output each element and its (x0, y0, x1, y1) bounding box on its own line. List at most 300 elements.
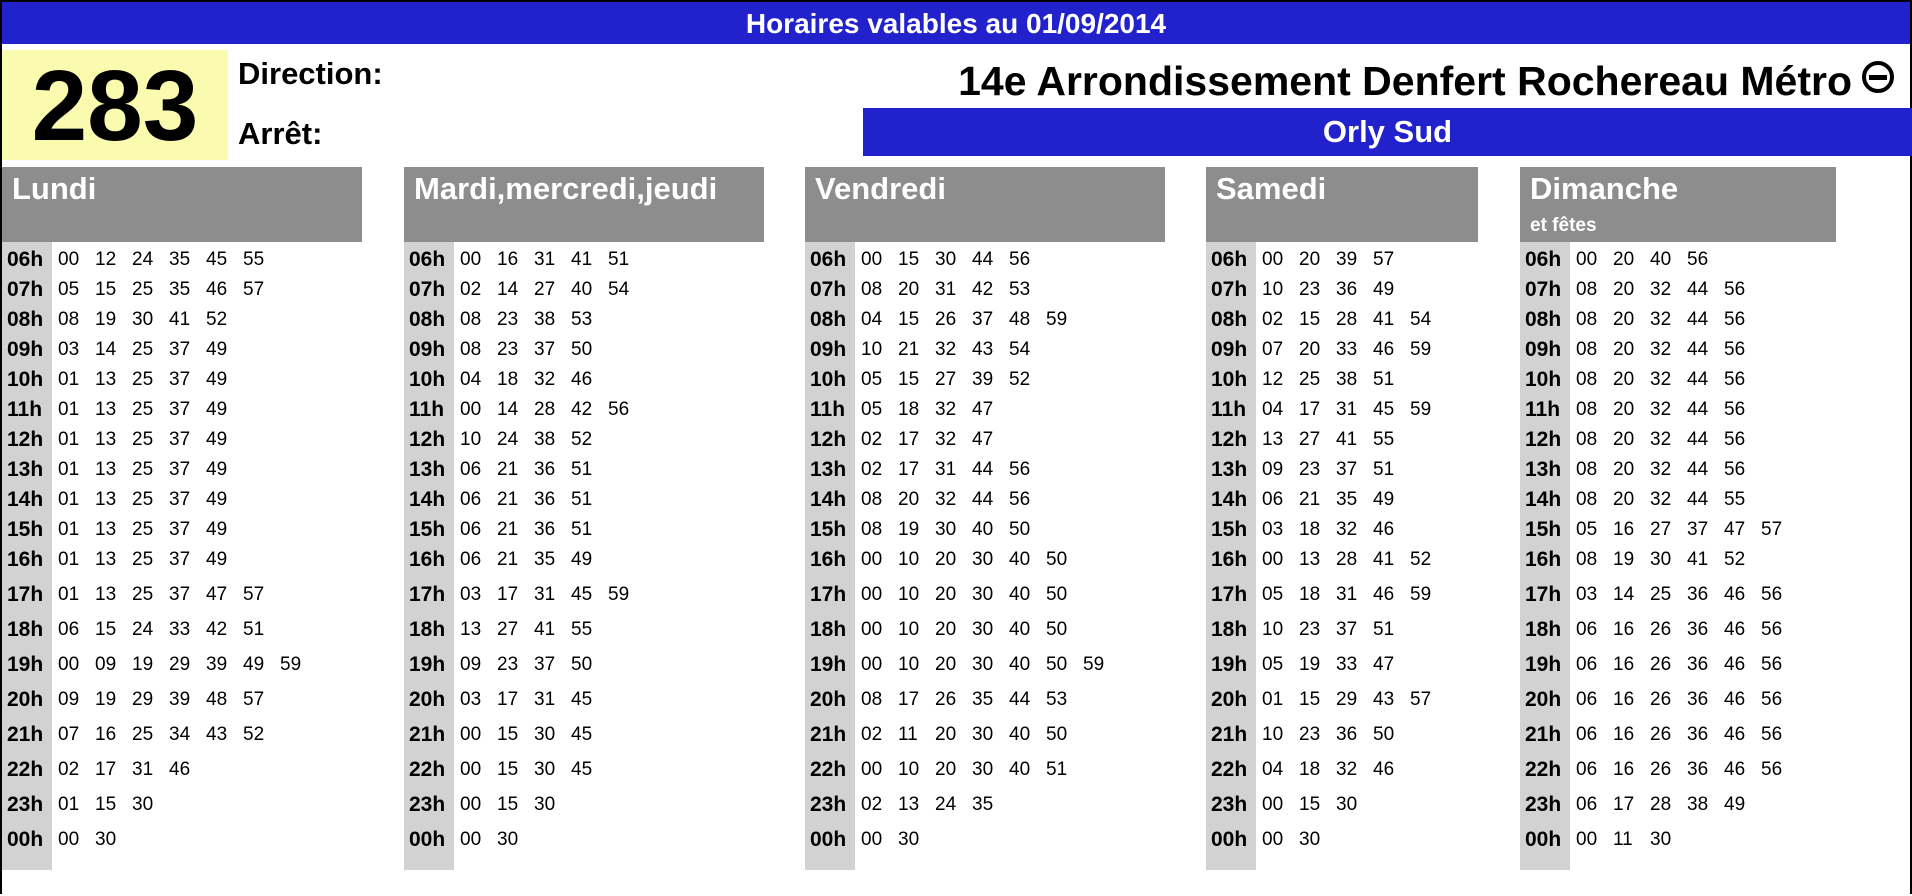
minute-value: 21 (898, 339, 920, 360)
minute-value: 32 (935, 339, 957, 360)
minute-value: 51 (571, 489, 593, 510)
minute-value: 50 (1046, 619, 1068, 640)
minute-value: 18 (497, 369, 519, 390)
minute-value: 45 (571, 584, 593, 605)
minute-value: 39 (1336, 249, 1358, 270)
minute-value: 46 (1373, 584, 1395, 605)
minute-value: 01 (58, 459, 80, 480)
minute-value: 35 (1336, 489, 1358, 510)
minute-value: 20 (1613, 429, 1635, 450)
hour-label: 17h (1525, 583, 1562, 606)
minute-value: 19 (1613, 549, 1635, 570)
minute-value: 30 (972, 549, 994, 570)
hour-label: 17h (1211, 583, 1248, 606)
minute-value: 03 (460, 689, 482, 710)
hour-label: 08h (1525, 308, 1562, 331)
minute-value: 10 (1262, 724, 1284, 745)
minute-value: 13 (95, 399, 117, 420)
hour-label: 10h (7, 368, 44, 391)
minute-value: 09 (58, 689, 80, 710)
minute-value: 33 (169, 619, 191, 640)
minute-value: 37 (169, 369, 191, 390)
minute-value: 05 (861, 369, 883, 390)
minute-value: 00 (861, 584, 883, 605)
timetable-row (805, 335, 1040, 365)
minute-value: 32 (1650, 399, 1672, 420)
timetable-row (1520, 720, 1792, 750)
hour-label: 23h (1525, 793, 1562, 816)
hour-label: 00h (1525, 828, 1562, 851)
hour-label: 22h (1525, 758, 1562, 781)
minute-value: 23 (1299, 459, 1321, 480)
minute-value: 12 (95, 249, 117, 270)
minute-value: 17 (898, 459, 920, 480)
timetable-row (2, 685, 274, 715)
hour-label: 20h (409, 688, 446, 711)
minute-value: 56 (1009, 249, 1031, 270)
minute-value: 15 (1299, 309, 1321, 330)
minute-value: 00 (1576, 249, 1598, 270)
minute-value: 42 (206, 619, 228, 640)
minute-value: 38 (534, 309, 556, 330)
minute-value: 13 (1299, 549, 1321, 570)
timetable-row (805, 425, 1003, 455)
minute-value: 04 (861, 309, 883, 330)
hour-label: 15h (7, 518, 44, 541)
minute-value: 01 (58, 399, 80, 420)
day-name: Samedi (1216, 171, 1327, 206)
hour-label: 09h (7, 338, 44, 361)
minute-value: 51 (608, 249, 630, 270)
hour-label: 09h (1525, 338, 1562, 361)
minute-value: 57 (243, 689, 265, 710)
minute-value: 14 (497, 399, 519, 420)
minute-value: 14 (95, 339, 117, 360)
minute-value: 32 (1650, 339, 1672, 360)
minute-value: 17 (1299, 399, 1321, 420)
timetable-row (404, 245, 639, 275)
timetable-row (1520, 790, 1755, 820)
hour-label: 16h (7, 548, 44, 571)
timetable-row (2, 790, 163, 820)
minute-value: 16 (1613, 619, 1635, 640)
timetable-row (1206, 455, 1404, 485)
minute-value: 01 (58, 549, 80, 570)
minute-value: 08 (861, 689, 883, 710)
hour-label: 14h (1211, 488, 1248, 511)
timetable-row (1520, 615, 1792, 645)
minute-value: 33 (1336, 654, 1358, 675)
minute-value: 17 (898, 689, 920, 710)
minute-value: 56 (1724, 369, 1746, 390)
minute-value: 18 (898, 399, 920, 420)
minute-value: 30 (898, 829, 920, 850)
minute-value: 20 (935, 724, 957, 745)
minute-value: 21 (497, 549, 519, 570)
day-column-samedi (1206, 167, 1478, 870)
minute-value: 32 (1650, 369, 1672, 390)
hour-label: 13h (1211, 458, 1248, 481)
hour-label: 07h (409, 278, 446, 301)
minute-value: 30 (1650, 829, 1672, 850)
minute-value: 06 (1576, 759, 1598, 780)
minute-value: 24 (497, 429, 519, 450)
minute-value: 21 (497, 519, 519, 540)
day-name: Lundi (12, 171, 97, 206)
minute-value: 19 (1299, 654, 1321, 675)
timetable-row (2, 245, 274, 275)
minute-value: 20 (935, 654, 957, 675)
validity-banner (2, 2, 1910, 44)
minute-value: 20 (1613, 399, 1635, 420)
timetable-row (2, 305, 237, 335)
minute-value: 35 (972, 794, 994, 815)
timetable-row (404, 365, 602, 395)
minute-value: 32 (1650, 309, 1672, 330)
hour-label: 23h (810, 793, 847, 816)
minute-value: 13 (95, 429, 117, 450)
hour-label: 19h (1211, 653, 1248, 676)
minute-value: 16 (497, 249, 519, 270)
minute-value: 39 (206, 654, 228, 675)
minute-value: 39 (169, 689, 191, 710)
minute-value: 59 (1410, 339, 1432, 360)
minute-value: 01 (58, 489, 80, 510)
timetable-row (805, 515, 1040, 545)
minute-value: 01 (1262, 689, 1284, 710)
timetable-row (404, 485, 602, 515)
minute-value: 20 (1299, 249, 1321, 270)
timetable-row (1520, 305, 1755, 335)
minute-value: 15 (898, 249, 920, 270)
minute-value: 25 (132, 279, 154, 300)
hour-label: 19h (1525, 653, 1562, 676)
hour-label: 11h (810, 398, 846, 421)
minute-value: 32 (1650, 459, 1672, 480)
timetable-row (1520, 580, 1792, 610)
minute-value: 46 (1724, 724, 1746, 745)
timetable-row (805, 305, 1077, 335)
hour-label: 14h (7, 488, 44, 511)
hour-label: 08h (810, 308, 847, 331)
minute-value: 13 (460, 619, 482, 640)
minute-value: 06 (1262, 489, 1284, 510)
minute-value: 18 (1299, 519, 1321, 540)
hour-label: 06h (810, 248, 847, 271)
minute-value: 25 (1299, 369, 1321, 390)
minute-value: 30 (1650, 549, 1672, 570)
hour-label: 21h (1211, 723, 1248, 746)
minute-value: 46 (206, 279, 228, 300)
minute-value: 36 (1687, 759, 1709, 780)
minute-value: 00 (460, 829, 482, 850)
minute-value: 16 (1613, 689, 1635, 710)
minute-value: 25 (132, 519, 154, 540)
minute-value: 21 (1299, 489, 1321, 510)
hour-label: 11h (1525, 398, 1561, 421)
minute-value: 27 (497, 619, 519, 640)
timetable-row (1206, 685, 1441, 715)
minute-value: 30 (935, 249, 957, 270)
minute-value: 56 (1724, 309, 1746, 330)
minute-value: 23 (1299, 279, 1321, 300)
minute-value: 40 (1009, 549, 1031, 570)
minute-value: 20 (1613, 249, 1635, 270)
minute-value: 16 (1613, 724, 1635, 745)
hour-label: 00h (810, 828, 847, 851)
timetable-row (404, 395, 639, 425)
hour-label: 13h (810, 458, 847, 481)
minute-value: 19 (95, 689, 117, 710)
minute-value: 56 (1724, 459, 1746, 480)
timetable-row (1206, 395, 1441, 425)
minute-value: 49 (206, 519, 228, 540)
minute-value: 38 (534, 429, 556, 450)
minute-value: 52 (206, 309, 228, 330)
minute-value: 20 (935, 759, 957, 780)
hour-label: 12h (810, 428, 847, 451)
validity-text: Horaires valables au 01/09/2014 (745, 8, 1167, 39)
minute-value: 49 (206, 549, 228, 570)
hour-label: 18h (1525, 618, 1562, 641)
minute-value: 37 (534, 339, 556, 360)
minute-value: 51 (243, 619, 265, 640)
minute-value: 26 (1650, 724, 1672, 745)
minute-value: 32 (1650, 279, 1672, 300)
timetable-row (2, 425, 237, 455)
minute-value: 10 (898, 549, 920, 570)
hour-label: 13h (1525, 458, 1562, 481)
timetable-row (404, 580, 639, 610)
minute-value: 30 (534, 794, 556, 815)
timetable-row (1206, 755, 1404, 785)
minute-value: 41 (534, 619, 556, 640)
minute-value: 30 (972, 724, 994, 745)
hour-label: 18h (1211, 618, 1248, 641)
hour-label: 22h (1211, 758, 1248, 781)
hour-label: 19h (7, 653, 44, 676)
minute-value: 59 (1410, 584, 1432, 605)
minute-value: 00 (460, 759, 482, 780)
timetable-row (1520, 395, 1755, 425)
minute-value: 35 (169, 279, 191, 300)
hour-label: 18h (810, 618, 847, 641)
timetable-row (404, 545, 602, 575)
minute-value: 47 (972, 399, 994, 420)
hour-label: 07h (1211, 278, 1248, 301)
direction-text: 14e Arrondissement Denfert Rochereau Métro (958, 58, 1852, 104)
minute-value: 15 (497, 759, 519, 780)
hour-label: 13h (7, 458, 44, 481)
hour-label: 13h (409, 458, 446, 481)
minute-value: 13 (95, 369, 117, 390)
minute-value: 00 (861, 619, 883, 640)
minute-value: 55 (243, 249, 265, 270)
timetable-row (805, 275, 1040, 305)
minute-value: 02 (861, 724, 883, 745)
minute-value: 57 (243, 279, 265, 300)
minute-value: 27 (1650, 519, 1672, 540)
timetable-row (404, 790, 565, 820)
minute-value: 00 (460, 399, 482, 420)
minute-value: 20 (1613, 459, 1635, 480)
minute-value: 48 (206, 689, 228, 710)
minute-value: 01 (58, 519, 80, 540)
minute-value: 35 (534, 549, 556, 570)
minute-value: 46 (1373, 339, 1395, 360)
minute-value: 15 (898, 369, 920, 390)
minute-value: 45 (571, 689, 593, 710)
timetable-row (805, 245, 1040, 275)
minute-value: 07 (58, 724, 80, 745)
minute-value: 17 (1613, 794, 1635, 815)
hour-label: 14h (1525, 488, 1562, 511)
hour-label: 23h (409, 793, 446, 816)
minute-value: 44 (1687, 399, 1709, 420)
minute-value: 51 (1373, 369, 1395, 390)
hour-label: 20h (810, 688, 847, 711)
minute-value: 36 (534, 459, 556, 480)
minute-value: 53 (1046, 689, 1068, 710)
minute-value: 44 (1687, 459, 1709, 480)
timetable-row (404, 685, 602, 715)
minute-value: 15 (1299, 794, 1321, 815)
minute-value: 08 (1576, 369, 1598, 390)
minute-value: 56 (1687, 249, 1709, 270)
stop-name: Orly Sud (1322, 114, 1453, 149)
minute-value: 37 (169, 584, 191, 605)
minute-value: 20 (1613, 369, 1635, 390)
minute-value: 20 (1613, 279, 1635, 300)
timetable-row (404, 650, 602, 680)
day-name: Mardi,mercredi,jeudi (414, 171, 718, 206)
hour-label: 17h (7, 583, 44, 606)
minute-value: 08 (1576, 339, 1598, 360)
minute-value: 05 (58, 279, 80, 300)
timetable-row (805, 455, 1040, 485)
minute-value: 55 (571, 619, 593, 640)
minute-value: 32 (1650, 429, 1672, 450)
minute-value: 08 (58, 309, 80, 330)
minute-value: 57 (1410, 689, 1432, 710)
minute-value: 49 (1373, 279, 1395, 300)
minute-value: 02 (861, 429, 883, 450)
minute-value: 50 (1046, 549, 1068, 570)
minute-value: 25 (132, 489, 154, 510)
minute-value: 31 (534, 584, 556, 605)
minute-value: 12 (1262, 369, 1284, 390)
minute-value: 05 (861, 399, 883, 420)
hour-label: 00h (7, 828, 44, 851)
minute-value: 10 (1262, 279, 1284, 300)
minute-value: 40 (1009, 584, 1031, 605)
timetable-row (1520, 425, 1755, 455)
timetable-row (1520, 275, 1755, 305)
minute-value: 56 (1761, 689, 1783, 710)
hour-label: 09h (810, 338, 847, 361)
minute-value: 46 (1724, 689, 1746, 710)
minute-value: 00 (460, 724, 482, 745)
timetable-row (2, 275, 274, 305)
minute-value: 46 (1724, 584, 1746, 605)
minute-value: 06 (460, 489, 482, 510)
minute-value: 25 (132, 549, 154, 570)
minute-value: 03 (460, 584, 482, 605)
timetable-row (2, 545, 237, 575)
minute-value: 49 (1724, 794, 1746, 815)
minute-value: 19 (132, 654, 154, 675)
minute-value: 00 (1262, 249, 1284, 270)
minute-value: 13 (95, 549, 117, 570)
timetable-row (1206, 305, 1441, 335)
timetable-row (404, 335, 602, 365)
hour-label: 16h (1525, 548, 1562, 571)
minute-value: 59 (608, 584, 630, 605)
minute-value: 26 (935, 309, 957, 330)
minute-value: 41 (571, 249, 593, 270)
minute-value: 08 (1576, 399, 1598, 420)
minute-value: 40 (972, 519, 994, 540)
timetable-row (1520, 335, 1755, 365)
minute-value: 54 (1009, 339, 1031, 360)
timetable-row (404, 425, 602, 455)
minute-value: 09 (460, 654, 482, 675)
minute-value: 16 (95, 724, 117, 745)
direction-value (958, 58, 1894, 105)
minute-value: 10 (460, 429, 482, 450)
minute-value: 59 (1410, 399, 1432, 420)
timetable-row (1520, 455, 1755, 485)
minute-value: 36 (1687, 619, 1709, 640)
timetable-row (1520, 365, 1755, 395)
hour-label: 19h (810, 653, 847, 676)
minute-value: 32 (1336, 519, 1358, 540)
minute-value: 26 (935, 689, 957, 710)
hour-label: 07h (810, 278, 847, 301)
line-number-box (2, 50, 228, 160)
minute-value: 31 (1336, 399, 1358, 420)
minute-value: 56 (1761, 584, 1783, 605)
timetable-row (1206, 720, 1404, 750)
minute-value: 10 (898, 584, 920, 605)
minute-value: 55 (1724, 489, 1746, 510)
minute-value: 45 (206, 249, 228, 270)
timetable-row (1206, 365, 1404, 395)
minute-value: 13 (1262, 429, 1284, 450)
minute-value: 56 (608, 399, 630, 420)
minute-value: 01 (58, 429, 80, 450)
minute-value: 44 (1687, 489, 1709, 510)
minute-value: 31 (1336, 584, 1358, 605)
timetable-row (805, 365, 1040, 395)
minute-value: 00 (58, 829, 80, 850)
minute-value: 49 (206, 429, 228, 450)
minute-value: 43 (206, 724, 228, 745)
minute-value: 44 (1687, 309, 1709, 330)
minute-value: 16 (1613, 759, 1635, 780)
minute-value: 16 (1613, 519, 1635, 540)
minute-value: 45 (571, 724, 593, 745)
minute-value: 46 (169, 759, 191, 780)
minute-value: 20 (1613, 339, 1635, 360)
hour-label: 08h (409, 308, 446, 331)
hour-label: 15h (409, 518, 446, 541)
minute-value: 27 (1299, 429, 1321, 450)
minute-value: 36 (1687, 724, 1709, 745)
metro-icon (1862, 61, 1894, 93)
minute-value: 28 (1650, 794, 1672, 815)
minute-value: 21 (497, 489, 519, 510)
